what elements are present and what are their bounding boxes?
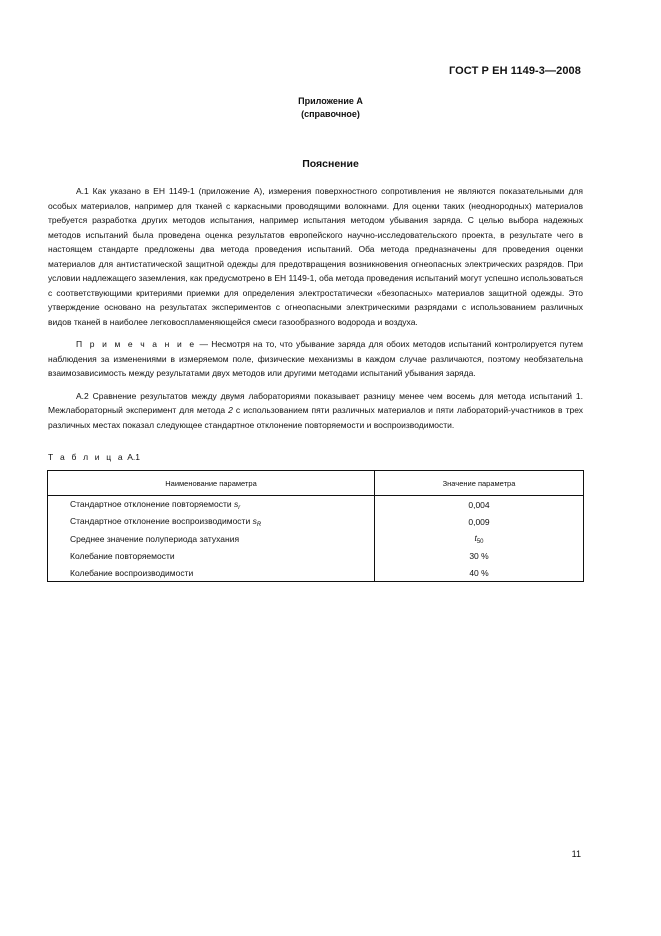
header-param: Наименование параметра	[48, 471, 375, 496]
a2-text-2: с использованием пяти различных материалов и пяти лабораторий-участников в трех различных местах показал следующее стандартное отклонение повторяемости и воспроизводимости.	[48, 405, 583, 430]
row-name: Стандартное отклонение воспроизводимости $s_R$	[48, 513, 375, 530]
table-caption	[48, 452, 140, 462]
table-row	[48, 530, 584, 547]
row-value: 40 %	[375, 564, 584, 582]
note-label: П р и м е ч а н и е	[76, 339, 197, 349]
page-number: 11	[571, 849, 581, 859]
table-row	[48, 496, 584, 514]
body-text	[48, 184, 583, 432]
parameters-table	[47, 470, 584, 582]
table-caption-number: А.1	[124, 452, 140, 462]
paragraph-note	[48, 337, 583, 381]
row-name: Колебание воспроизводимости	[48, 564, 375, 582]
a2-text-1: А.2 Сравнение результатов между двумя лабораториями показывает разницу менее чем восемь для метода испытаний 1. Межлабораторный эксперимент для метода	[48, 390, 583, 415]
section-title: Пояснение	[302, 158, 359, 170]
table-row	[48, 513, 584, 530]
table-caption-label: Т а б л и ц а	[48, 452, 125, 462]
row-value: 0,009	[375, 513, 584, 530]
paragraph-a1: А.1 Как указано в ЕН 1149-1 (приложение А), измерения поверхностного сопротивления не являются показательными для особых материалов, например для тканей с каркасными проводящими волокнами. Для оценки таких (неоднородных) материалов требуется разработка других методов испытания, например испытания методом убывания заряда. С целью выбора надежных методов испытаний была проведена оценка результатов европейского научно-исследовательского проекта, в результате чего в настоящем стандарте предложены два метода проведения испытаний. Оба метода предназначены для проведения оценки материалов для антистатической защитной одежды для предотвращения возникновения огнеопасных электрических разрядов. При условии надлежащего заземления, как предусмотрено в ЕН 1149-1, оба метода проведения испытаний могут успешно использоваться с соответствующими критериями приемки для определения электростатически «безопасных» материалов защитной одежды. Это утверждение основано на результатах экспериментов с огнеопасными электрическими разрядами с использованием различных видов тканей в наиболее легковоспламеняющейся смеси газообразного водорода и воздуха.	[48, 186, 583, 327]
row-value: 30 %	[375, 547, 584, 564]
note-text: — Несмотря на то, что убывание заряда для обоих методов испытаний контролируется путем наблюдения за изменениями в измеряемом поле, физические механизмы в каждом случае различаются, поэтому необязательна взаимозависимость между результатами двух методов или другими методами испытаний убывания заряда.	[48, 339, 583, 378]
header-value: Значение параметра	[375, 471, 584, 496]
appendix-title: Приложение А	[298, 96, 363, 106]
row-value: $t_{50}$	[375, 530, 584, 547]
a2-method-number: 2	[228, 405, 233, 415]
row-name: Колебание повторяемости	[48, 547, 375, 564]
table-row	[48, 564, 584, 582]
row-name: Стандартное отклонение повторяемости $s_r$	[48, 496, 375, 514]
standard-header: ГОСТ Р ЕН 1149-3—2008	[448, 65, 581, 77]
table-row	[48, 547, 584, 564]
table-header-row	[48, 471, 584, 496]
row-name: Среднее значение полупериода затухания	[48, 530, 375, 547]
paragraph-a2	[48, 389, 583, 433]
appendix-subtitle: (справочное)	[301, 109, 360, 119]
row-value: 0,004	[375, 496, 584, 514]
appendix-heading	[0, 95, 661, 121]
